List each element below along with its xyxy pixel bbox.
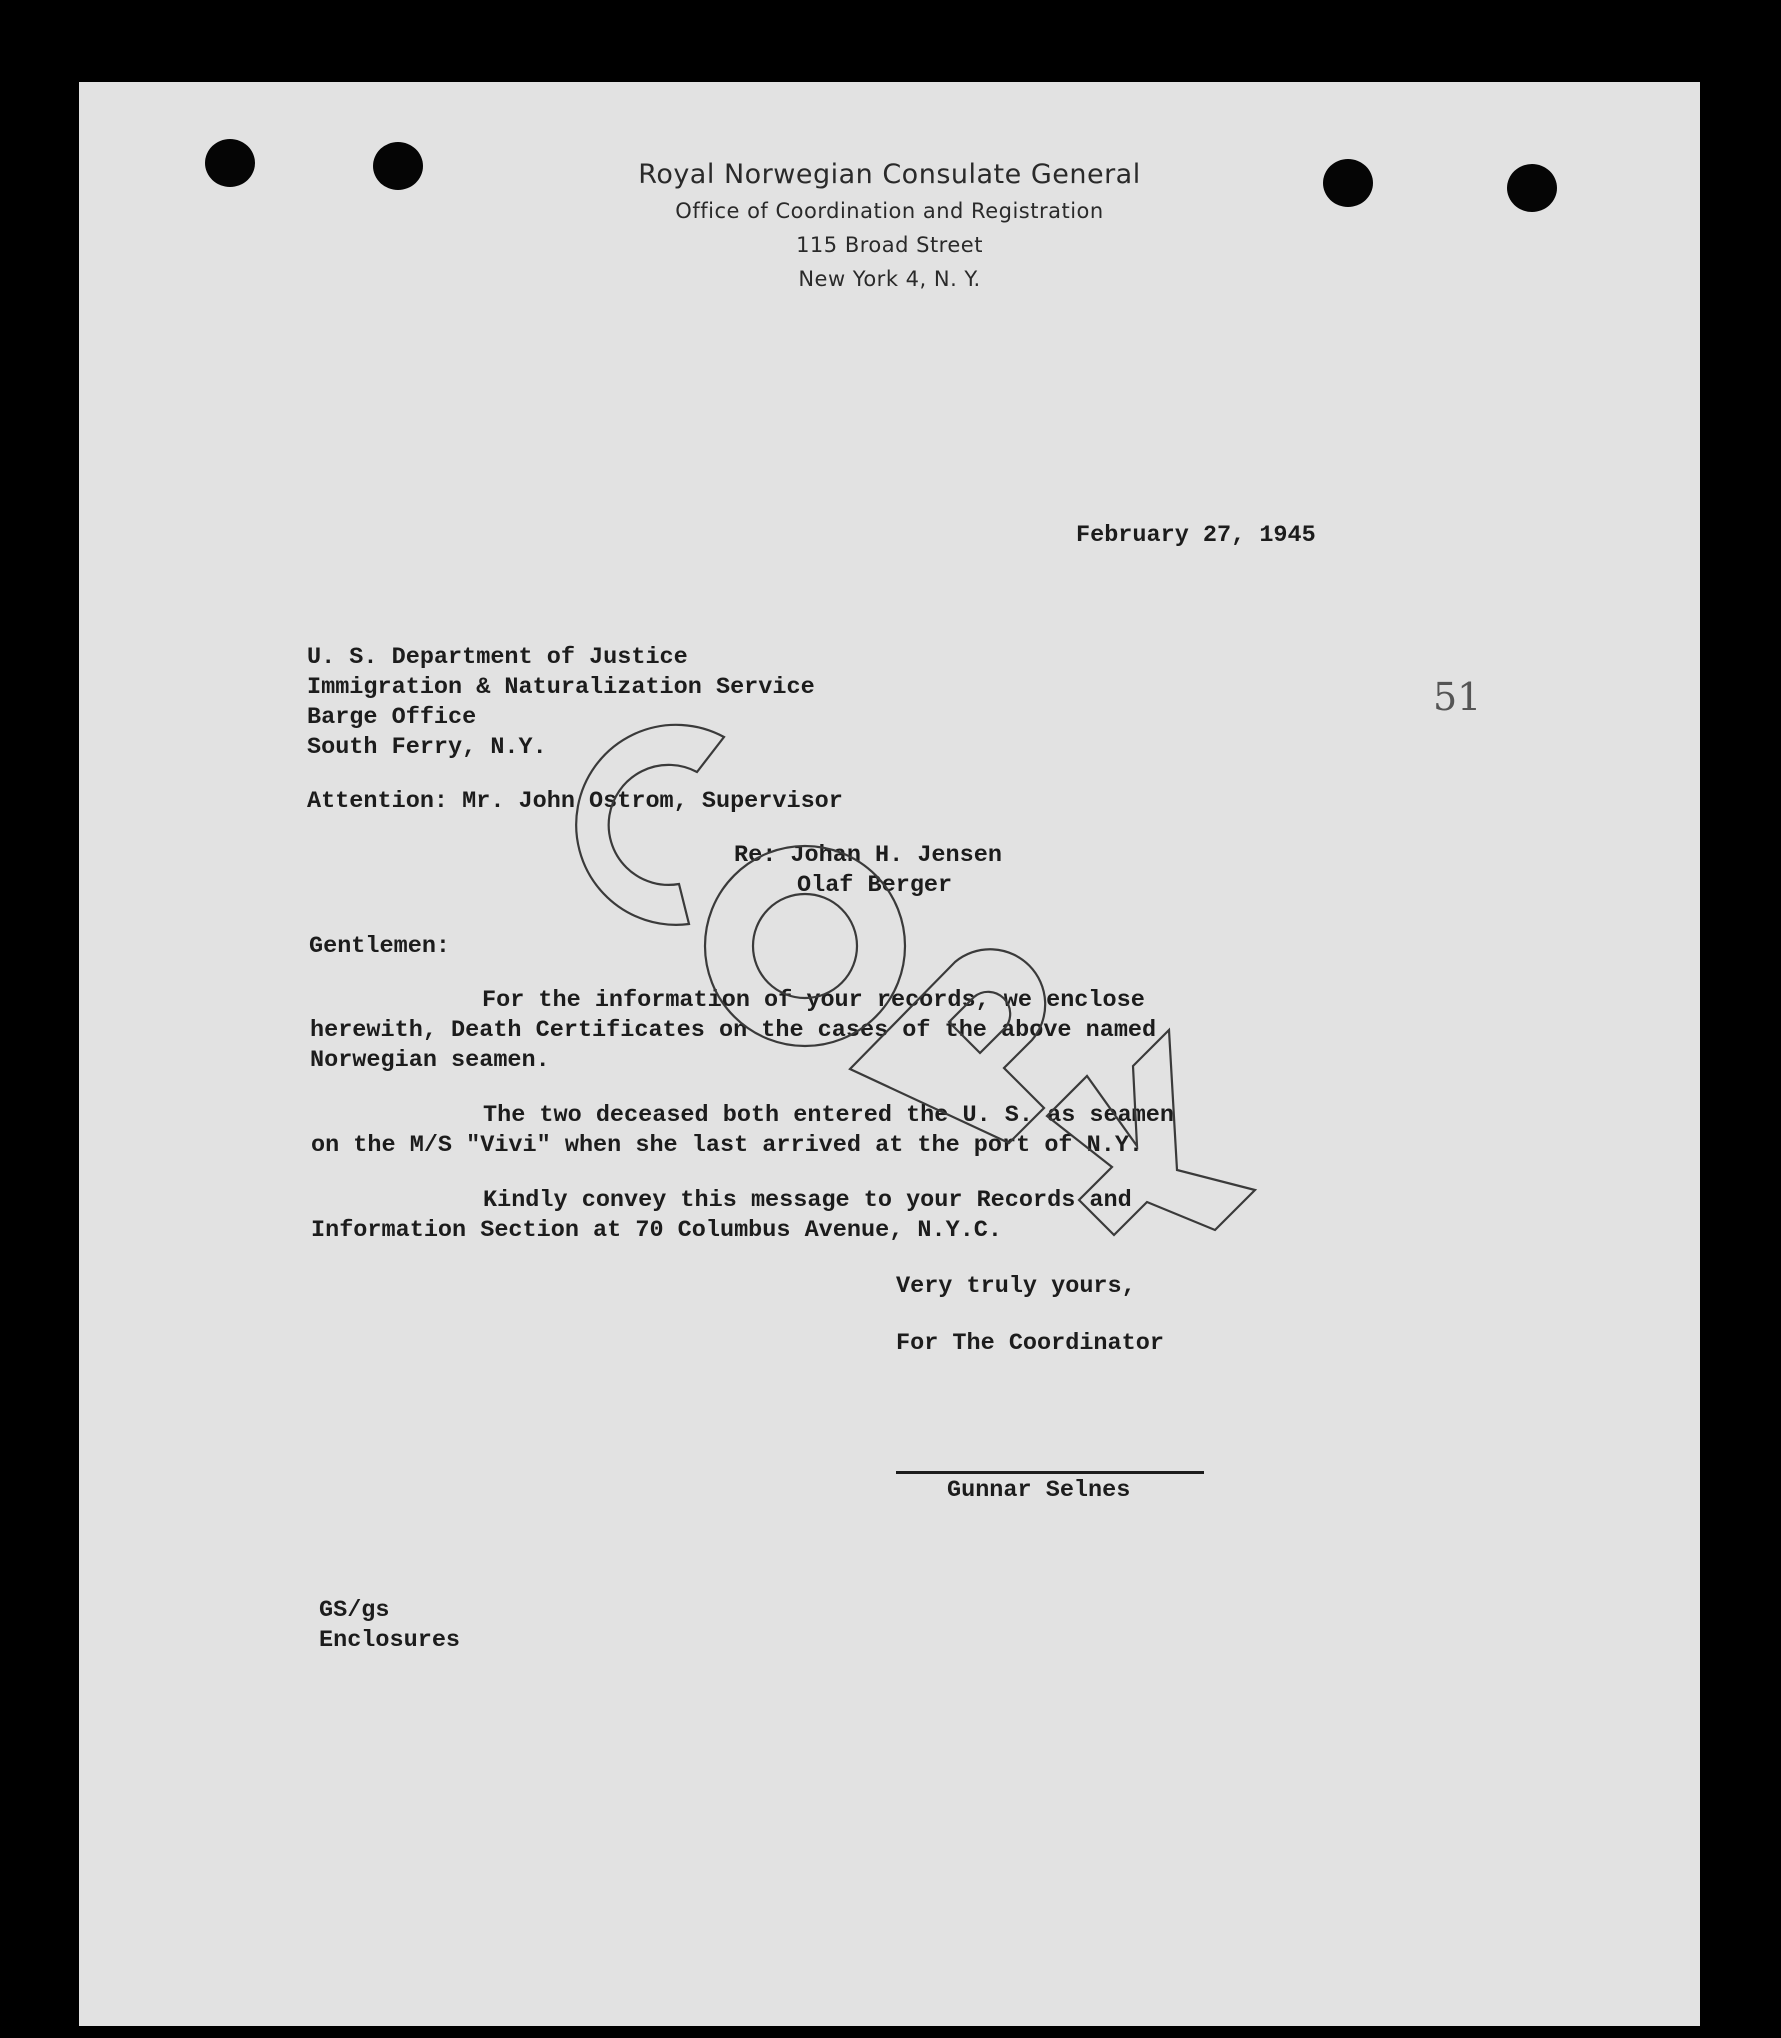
enclosures-note: Enclosures	[319, 1627, 461, 1654]
attention-line: Attention: Mr. John Ostrom, Supervisor	[307, 788, 843, 815]
re-line: Re: Johan H. Jensen	[734, 842, 1002, 869]
letter-date: February 27, 1945	[1076, 522, 1316, 549]
body-line: For the information of your records, we enclose	[482, 987, 1145, 1014]
body-line: Kindly convey this message to your Records and	[483, 1187, 1132, 1214]
signature-line	[896, 1471, 1204, 1474]
recipient-line: South Ferry, N.Y.	[307, 734, 547, 761]
signer-name: Gunnar Selnes	[947, 1477, 1131, 1504]
letterhead-street: 115 Broad Street	[796, 233, 983, 257]
letterhead-office: Office of Coordination and Registration	[675, 199, 1104, 223]
body-line: The two deceased both entered the U. S. as seamen	[483, 1102, 1175, 1129]
salutation: Gentlemen:	[309, 933, 451, 960]
letterhead-city: New York 4, N. Y.	[798, 267, 981, 291]
recipient-line: U. S. Department of Justice	[307, 644, 688, 671]
letter-page	[79, 82, 1700, 2026]
re-line: Olaf Berger	[797, 872, 953, 899]
page-number: 51	[1433, 675, 1482, 719]
closing-line: Very truly yours,	[896, 1273, 1136, 1300]
closing-line: For The Coordinator	[896, 1330, 1164, 1357]
body-line: on the M/S "Vivi" when she last arrived at the port of N.Y.	[311, 1132, 1144, 1159]
body-line: Norwegian seamen.	[310, 1047, 550, 1074]
recipient-line: Barge Office	[307, 704, 477, 731]
reference-initials: GS/gs	[319, 1597, 390, 1624]
body-line: Information Section at 70 Columbus Avenue, N.Y.C.	[311, 1217, 1003, 1244]
letterhead-org: Royal Norwegian Consulate General	[638, 159, 1141, 190]
recipient-line: Immigration & Naturalization Service	[307, 674, 815, 701]
body-line: herewith, Death Certificates on the cases of the above named	[310, 1017, 1157, 1044]
